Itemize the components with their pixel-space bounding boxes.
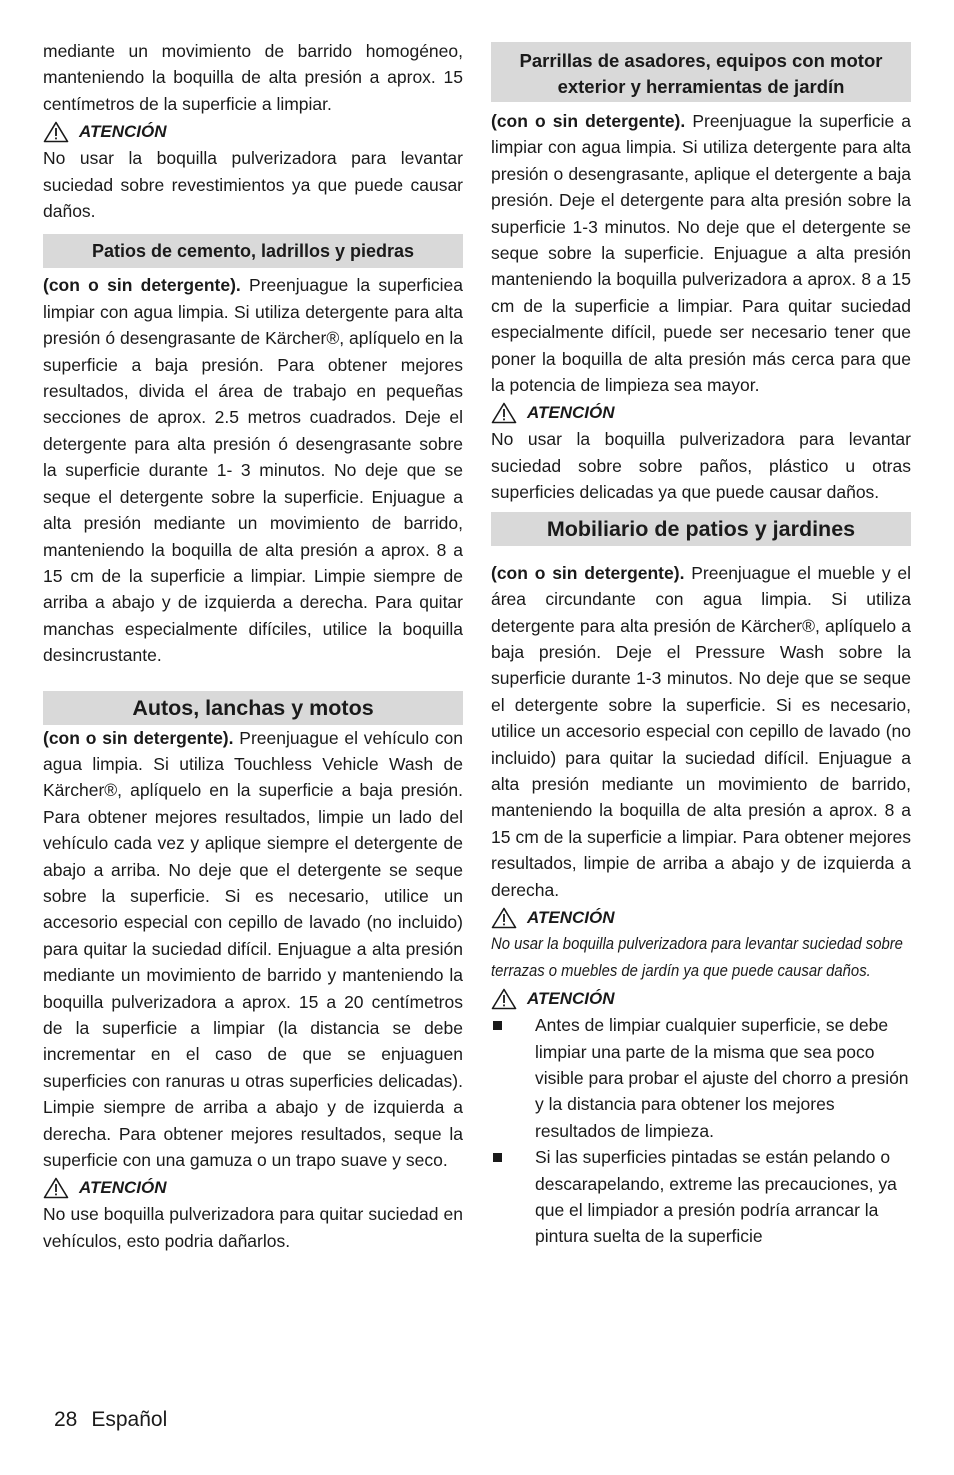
attention-label: ATENCIÓN (527, 989, 615, 1009)
attention-text-italic: No usar la boquilla pulverizadora para levantar suciedad sobre terrazas o muebles de jardín ya que puede causar daños. (491, 934, 903, 980)
parrillas-body: Preenjuague la superficie a limpiar con agua limpia. Si utiliza detergente para alta presión o desengrasante, aplique el detergente a baja presión. Deje el detergente para alta presión sobre la superficie 1-3 minutos. No deje que el detergente se seque sobre la superficie. Enjuague a alta presión manteniendo la boquilla pulverizadora a aprox. 8 a 15 cm de la superficie a limpiar. Para quitar suciedad especialmente difícil, puede ser necesario tener que poner la boquilla de alta presión más cerca para que la potencia de limpieza sea mayor. (491, 111, 912, 396)
autos-paragraph (43, 725, 463, 1174)
page-number: 28 (54, 1408, 78, 1431)
attention-label: ATENCIÓN (527, 907, 615, 927)
section-heading-patios: Patios de cemento, ladrillos y piedras (43, 234, 463, 268)
mobiliario-paragraph (491, 560, 911, 903)
bullet-text: Si las superficies pintadas se están pelando o descarapelando, extreme las precauciones, ya que el limpiador a presión podría arrancar la pintura suelta de la superficie (535, 1147, 897, 1247)
attention-note (491, 905, 911, 931)
bullet-text: Antes de limpiar cualquier superficie, se debe limpiar una parte de la misma que sea poco visible para probar el ajuste del chorro a presión y la distancia para obtener los mejores resultados de limpieza. (535, 1015, 909, 1141)
mobiliario-lead: (con o sin detergente). (491, 562, 685, 583)
bullet-square-icon (493, 1153, 502, 1162)
patios-body: Preenjuague la superficiea limpiar con agua limpia. Si utiliza detergente para alta presión ó desengrasante de Kärcher®, aplíquelo en la superficie a baja presión. Para obtener mejores resultados, divida el área de trabajo en pequeñas secciones de aprox. 2.5 metros cuadrados. Deje el detergente para alta presión ó desengrasante sobre la superficie durante 1- 3 minutos. No deje que se seque el detergente sobre la superficie. Enjuague a alta presión mediante un movimiento de barrido, manteniendo la boquilla de alta presión a aprox. 8 a 15 cm de la superficie a limpiar. Limpie siempre de arriba a abajo y de izquierda a derecha. Para quitar manchas especialmente difíciles, utilice la boquilla desincrustante. (43, 275, 463, 666)
section-heading-parrillas: Parrillas de asadores, equipos con motor exterior y herramientas de jardín (491, 42, 911, 102)
autos-body: Preenjuague el vehículo con agua limpia. Si utiliza Touchless Vehicle Wash de Kärcher®, aplíquelo en la superficie a baja presión. Para obtener mejores resultados, limpie un lado del vehículo cada vez y aplique siempre el detergente de abajo a arriba. No deje que el detergente se seque sobre la superficie. Si es necesario, utilice un accesorio especial con cepillo de lavado (no incluido) para quitar la suciedad difícil. Enjuague a alta presión mediante un movimiento de barrido y manteniendo la boquilla pulverizadora a aprox. 15 a 20 centímetros de la superficie a limpiar (la distancia se debe incrementar en el caso de que se enjuaguen superficies con ranuras u otras superficies delicadas). Limpie siempre de arriba a abajo y de izquierda a derecha. Para obtener mejores resultados, seque la superficie con una gamuza o un trapo suave y seco. (43, 727, 463, 1171)
patios-lead: (con o sin detergente). (43, 275, 241, 296)
section-heading-mobiliario: Mobiliario de patios y jardines (491, 512, 911, 546)
attention-text: No use boquilla pulverizadora para quitar suciedad en vehículos, esto podria dañarlos. (43, 1204, 463, 1251)
attention-note (491, 400, 911, 426)
mobiliario-body: Preenjuague el mueble y el área circundante con agua limpia. Si utiliza detergente para alta presión de Kärcher®, aplíquelo a baja presión. Deje el Pressure Wash sobre la superficie durante 1-3 minutos. No deje que se seque el detergente sobre la superficie. Si es necesario, utilice un accesorio especial con cepillo de lavado (no incluido) para quitar la suciedad difícil. Enjuague a alta presión mediante un movimiento de barrido, manteniendo la boquilla de alta presión a aprox. 8 a 15 cm de la superficie a limpiar. Para obtener mejores resultados, limpie de arriba a abajo y de izquierda a derecha. (491, 562, 912, 900)
attention-label: ATENCIÓN (79, 122, 167, 142)
attention-label: ATENCIÓN (79, 1178, 167, 1198)
section-heading-autos: Autos, lanchas y motos (43, 691, 463, 725)
attention-note (43, 1175, 463, 1201)
intro-paragraph: mediante un movimiento de barrido homogéneo, manteniendo la boquilla de alta presión a aprox. 15 centímetros de la superficie a limpiar. (43, 41, 463, 114)
patios-paragraph (43, 272, 463, 668)
attention-note (491, 986, 911, 1012)
parrillas-lead: (con o sin detergente). (491, 111, 686, 131)
warning-triangle-icon (491, 988, 517, 1010)
warning-triangle-icon (43, 121, 69, 143)
list-item (491, 1012, 911, 1144)
list-item (491, 1144, 911, 1250)
bullet-square-icon (493, 1021, 502, 1030)
warning-triangle-icon (491, 907, 517, 929)
attention-text: No usar la boquilla pulverizadora para levantar suciedad sobre revestimientos ya que puede causar daños. (43, 148, 463, 222)
parrillas-paragraph (491, 108, 911, 398)
autos-lead: (con o sin detergente). (43, 727, 234, 748)
warning-triangle-icon (43, 1177, 69, 1199)
attention-note (43, 119, 463, 145)
page-footer (54, 1406, 167, 1434)
attention-bullet-list (491, 1012, 911, 1250)
attention-text: No usar la boquilla pulverizadora para levantar suciedad sobre sobre paños, plástico u otras superficies delicadas ya que puede causar daños. (491, 429, 911, 503)
left-column (43, 38, 463, 1254)
right-column (491, 38, 911, 1250)
footer-language: Español (91, 1408, 168, 1431)
attention-label: ATENCIÓN (527, 403, 615, 423)
warning-triangle-icon (491, 402, 517, 424)
